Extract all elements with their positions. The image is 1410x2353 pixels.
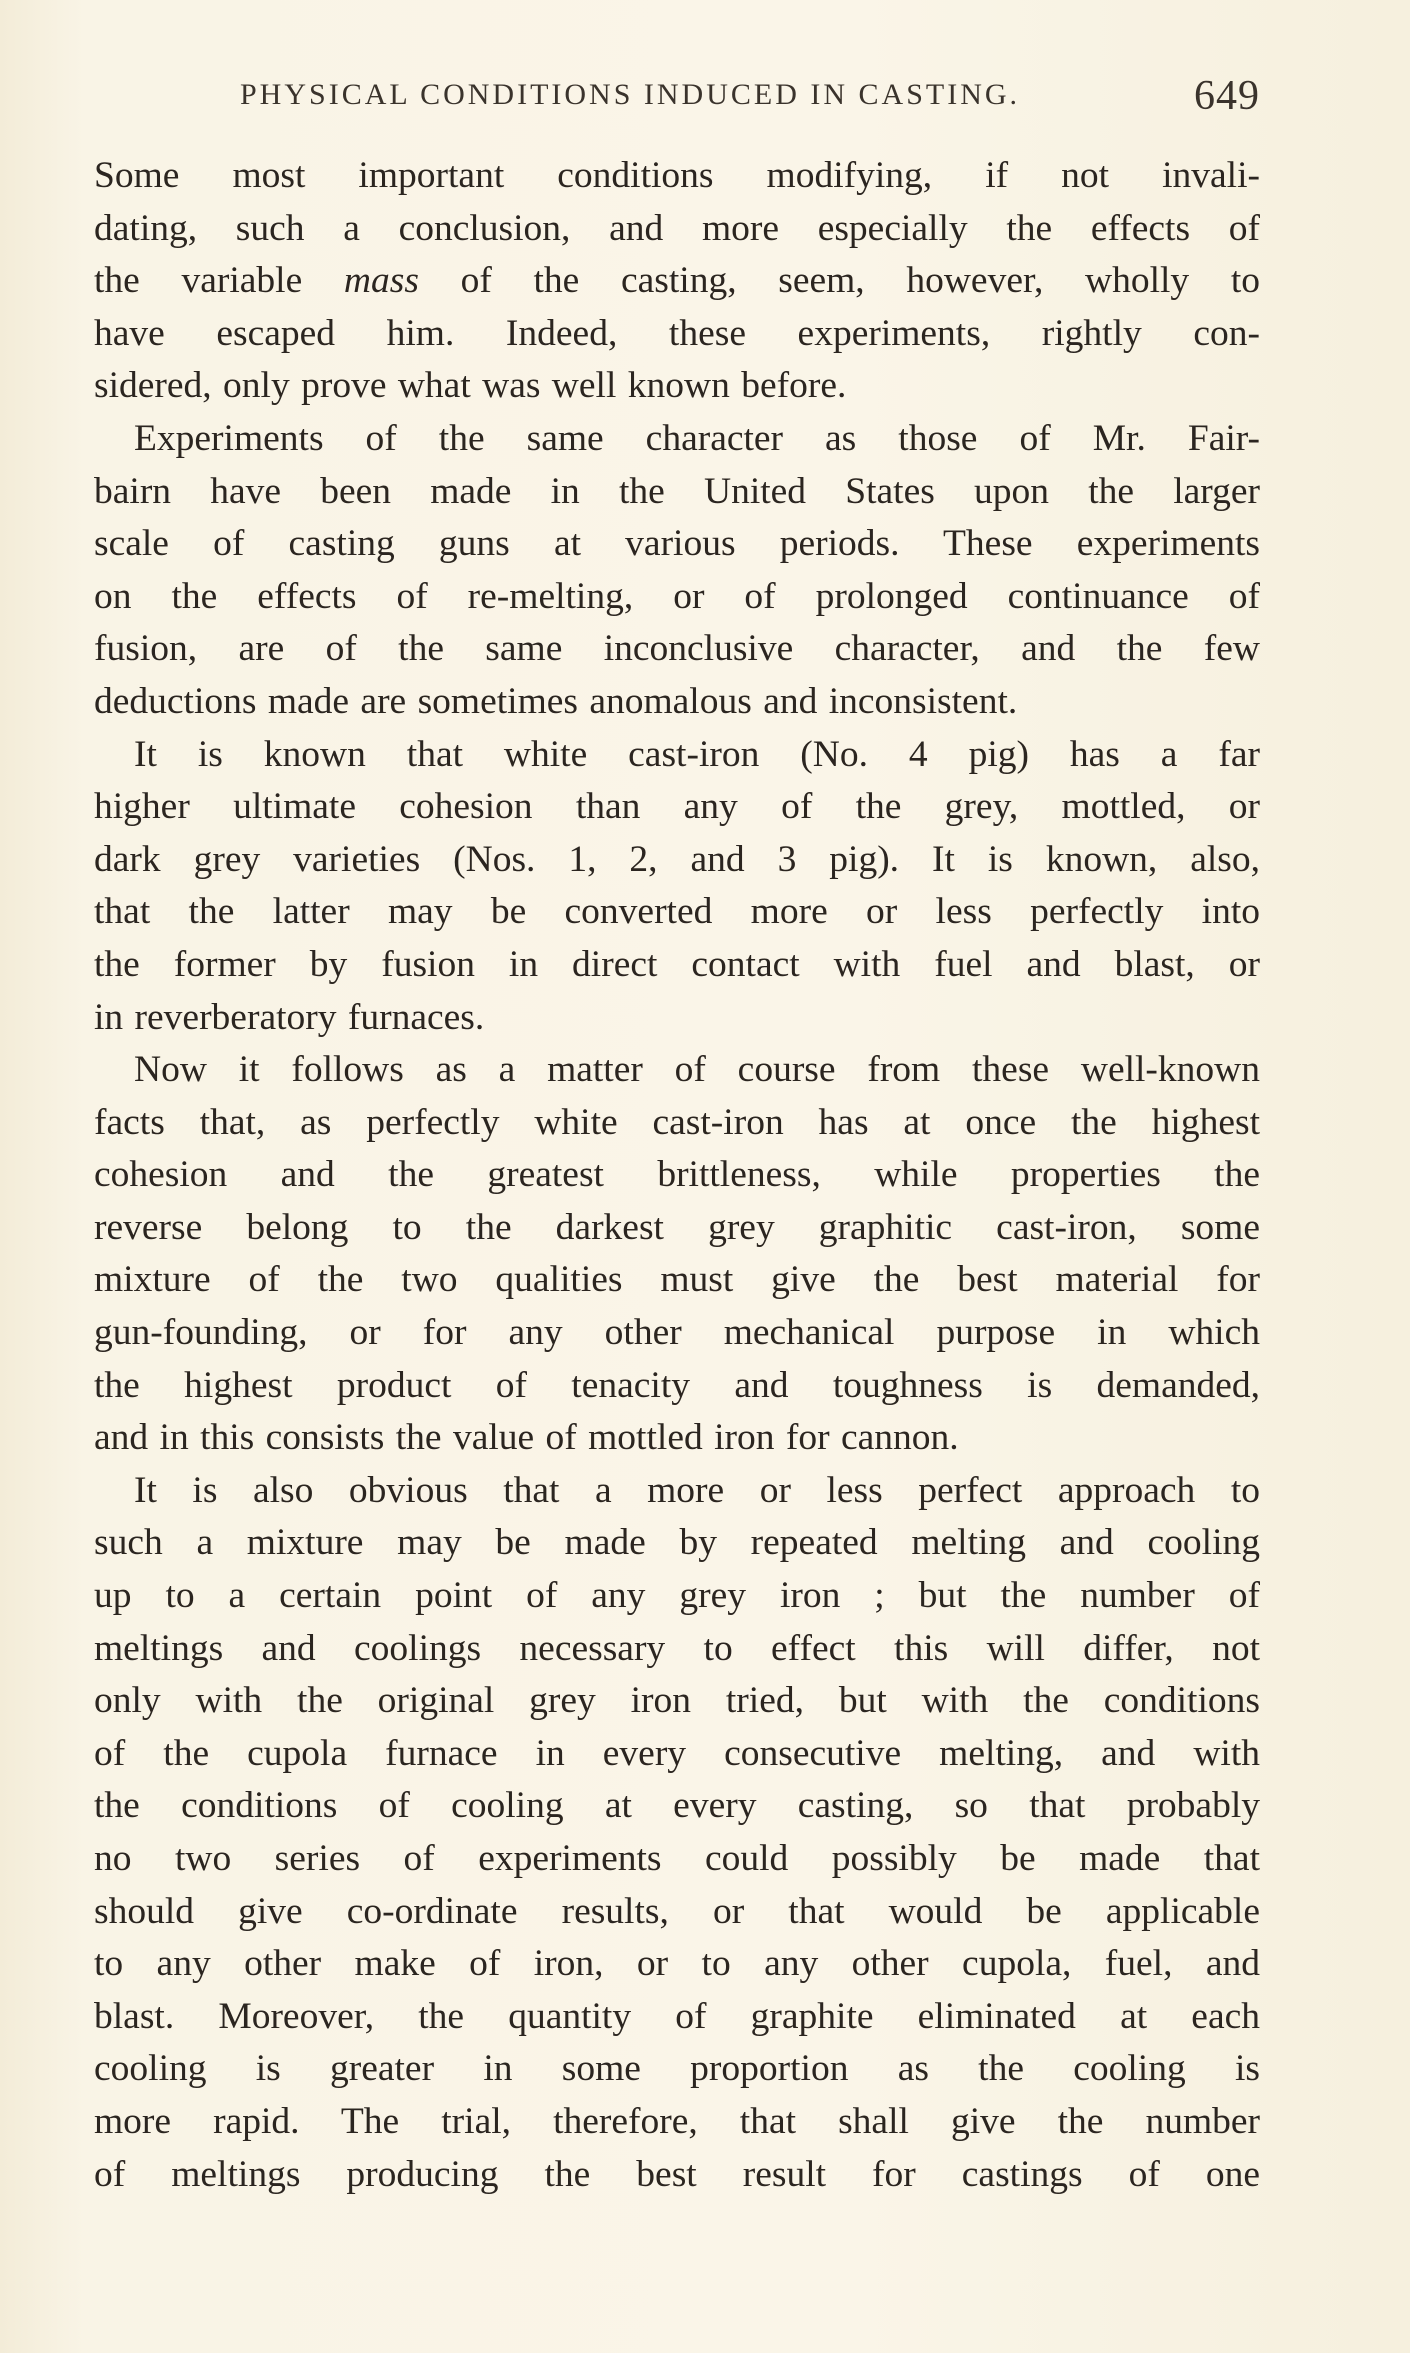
text-line: the former by fusion in direct contact with fuel and blast, or [94, 943, 1260, 985]
text-line: dark grey varieties (Nos. 1, 2, and 3 pig). It is known, also, [94, 838, 1260, 880]
text-line: that the latter may be converted more or less perfectly into [94, 891, 1260, 933]
text-line: Now it follows as a matter of course from these well-known [134, 1049, 1260, 1091]
text-line: the highest product of tenacity and toughness is demanded, [94, 1364, 1260, 1406]
text-line: Some most important conditions modifying, if not invali- [94, 155, 1260, 196]
text-line: scale of casting guns at various periods. These experiments [94, 523, 1260, 565]
running-title: PHYSICAL CONDITIONS INDUCED IN CASTING. [240, 78, 1021, 111]
text-line: and in this consists the value of mottled iron for cannon. [94, 1417, 959, 1459]
text-line: to any other make of iron, or to any other cupola, fuel, and [94, 1943, 1260, 1985]
text-line: cooling is greater in some proportion as the cooling is [94, 2048, 1260, 2090]
text-line: up to a certain point of any grey iron ; but the number of [94, 1575, 1260, 1617]
text-line: meltings and coolings necessary to effect this will differ, not [94, 1627, 1260, 1669]
text-segment: the variable [94, 260, 344, 302]
text-line: fusion, are of the same inconclusive character, and the few [94, 628, 1260, 670]
text-line: gun-founding, or for any other mechanical purpose in which [94, 1312, 1260, 1354]
text-line: sidered, only prove what was well known before. [94, 365, 847, 407]
text-line: facts that, as perfectly white cast-iron has at once the highest [94, 1101, 1260, 1143]
text-line: reverse belong to the darkest grey graphitic cast-iron, some [94, 1206, 1260, 1248]
text-line: dating, such a conclusion, and more especially the effects of [94, 207, 1260, 249]
text-line: deductions made are sometimes anomalous and inconsistent. [94, 680, 1018, 722]
text-line: cohesion and the greatest brittleness, while properties the [94, 1154, 1260, 1196]
text-line: the conditions of cooling at every casting, so that probably [94, 1785, 1260, 1827]
text-line: bairn have been made in the United States upon the larger [94, 470, 1260, 512]
text-line: should give co-ordinate results, or that would be applicable [94, 1890, 1260, 1932]
text-line: of meltings producing the best result for castings of one [94, 2153, 1260, 2195]
text-line: such a mixture may be made by repeated melting and cooling [94, 1522, 1260, 1564]
text-segment: of the casting, seem, however, wholly to [418, 260, 1260, 302]
text-line [94, 255, 1260, 308]
text-line: blast. Moreover, the quantity of graphite eliminated at each [94, 1995, 1260, 2037]
text-line: It is known that white cast-iron (No. 4 pig) has a far [134, 733, 1260, 775]
text-line: only with the original grey iron tried, but with the conditions [94, 1680, 1260, 1722]
italic-word: mass [343, 260, 419, 302]
text-line: on the effects of re-melting, or of prolonged continuance of [94, 575, 1260, 617]
text-line: no two series of experiments could possibly be made that [94, 1838, 1260, 1879]
text-line: in reverberatory furnaces. [94, 996, 485, 1038]
page-number: 649 [1194, 73, 1260, 119]
text-line: of the cupola furnace in every consecutive melting, and with [94, 1732, 1260, 1774]
running-head [240, 72, 1260, 132]
text-line: It is also obvious that a more or less perfect approach to [134, 1469, 1260, 1511]
text-line: mixture of the two qualities must give the best material for [94, 1259, 1260, 1301]
text-line: have escaped him. Indeed, these experiments, rightly con- [94, 312, 1260, 354]
text-line: Experiments of the same character as those of Mr. Fair- [134, 417, 1260, 459]
text-line: more rapid. The trial, therefore, that shall give the number [94, 2100, 1260, 2142]
text-line: higher ultimate cohesion than any of the grey, mottled, or [94, 786, 1260, 828]
body-text [94, 150, 1260, 2201]
